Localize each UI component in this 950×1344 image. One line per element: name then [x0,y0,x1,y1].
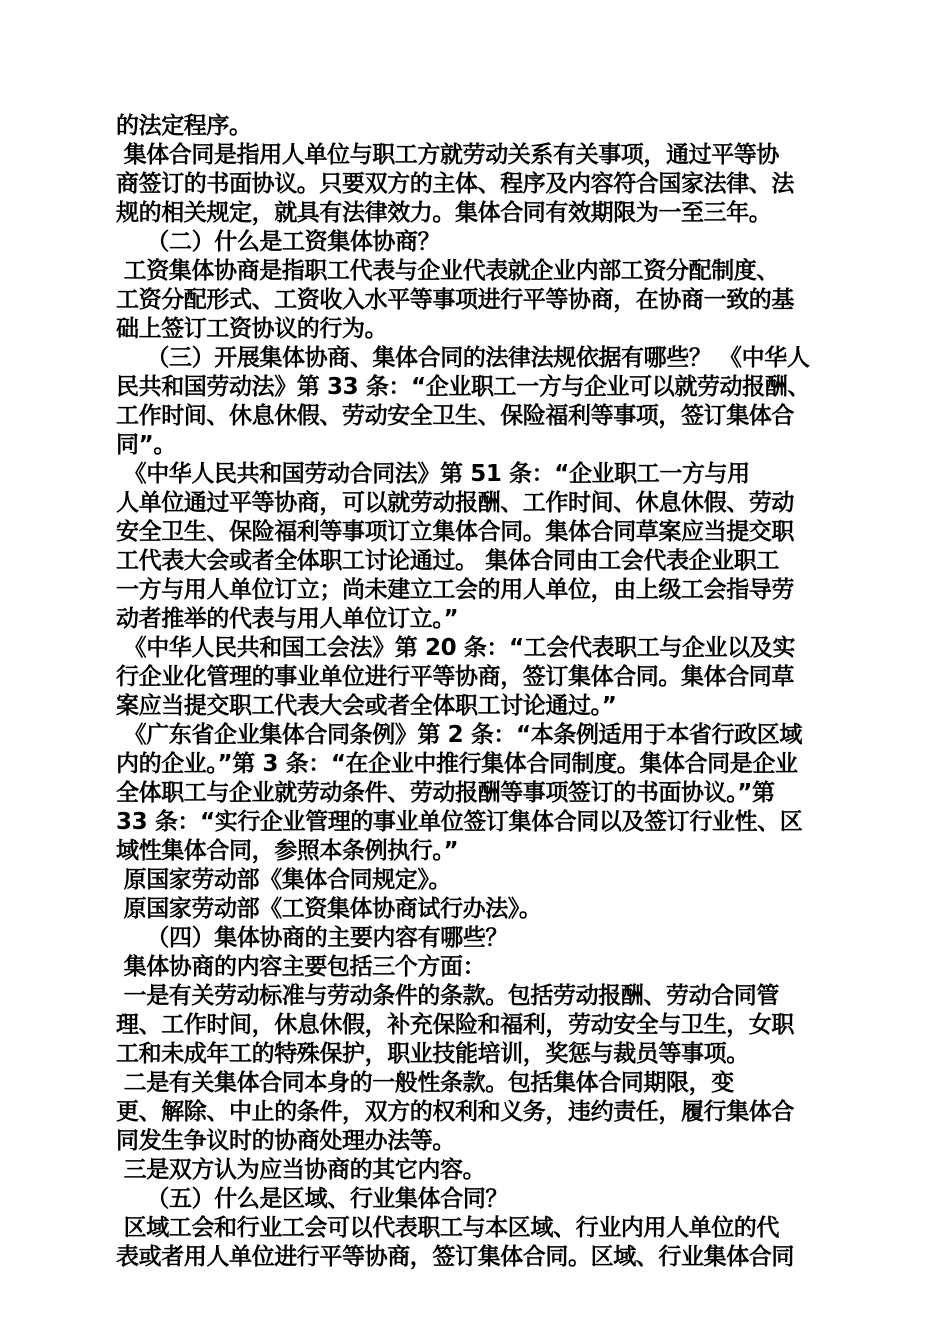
text-line: 案应当提交职工代表大会或者全体职工讨论通过。” [116,693,617,719]
text-line: 工代表大会或者全体职工讨论通过。 集体合同由工会代表企业职工 [116,548,780,574]
section-heading: （四）集体协商的主要内容有哪些？ [116,925,509,951]
text-line: 工资集体协商是指职工代表与企业代表就企业内部工资分配制度、 [116,258,780,284]
text-line: 《广东省企业集体合同条例》第 2 条：“本条例适用于本省行政区域 [116,722,802,748]
text-line: 原国家劳动部《工资集体协商试行办法》。 [116,896,542,922]
section-heading: （五）什么是区域、行业集体合同？ [116,1186,509,1212]
section-heading: （二）什么是工资集体协商？ [116,229,441,255]
text-line: 规的相关规定，就具有法律效力。集体合同有效期限为一至三年。 [116,200,772,226]
text-line: 理、工作时间，休息休假，补充保险和福利，劳动安全与卫生，女职 [116,1012,795,1038]
text-line: 33 条：“实行企业管理的事业单位签订集体合同以及签订行业性、区 [116,809,803,835]
text-line: 内的企业。”第 3 条：“在企业中推行集体合同制度。集体合同是企业 [116,751,798,777]
section-heading: （三）开展集体协商、集体合同的法律法规依据有哪些？ 《中华人 [116,345,810,371]
text-line: 表或者用人单位进行平等协商，签订集体合同。区域、行业集体合同 [116,1244,795,1270]
text-line: 二是有关集体合同本身的一般性条款。包括集体合同期限，变 [116,1070,734,1096]
text-line: 动者推举的代表与用人单位订立。” [116,606,459,632]
text-line: 同”。 [116,432,176,458]
text-line: 安全卫生、保险福利等事项订立集体合同。集体合同草案应当提交职 [116,519,795,545]
text-line: 一方与用人单位订立；尚未建立工会的用人单位，由上级工会指导劳 [116,577,795,603]
text-line: 同发生争议时的协商处理办法等。 [116,1128,456,1154]
text-line: 域性集体合同，参照本条例执行。” [116,838,459,864]
text-line: 全体职工与企业就劳动条件、劳动报酬等事项签订的书面协议。”第 [116,780,775,806]
document-body [116,112,838,1272]
text-line: 《中华人民共和国劳动合同法》第 51 条：“企业职工一方与用 [116,461,750,487]
text-line: 的法定程序。 [116,113,252,139]
text-line: 商签订的书面协议。只要双方的主体、程序及内容符合国家法律、法 [116,171,795,197]
text-line: 集体协商的内容主要包括三个方面： [116,954,486,980]
text-line: 行企业化管理的事业单位进行平等协商，签订集体合同。集体合同草 [116,664,795,690]
text-line: 集体合同是指用人单位与职工方就劳动关系有关事项，通过平等协 [116,142,780,168]
text-line: 工和未成年工的特殊保护，职业技能培训，奖惩与裁员等事项。 [116,1041,749,1067]
text-line: 人单位通过平等协商，可以就劳动报酬、工作时间、休息休假、劳动 [116,490,795,516]
text-line: 更、解除、中止的条件，双方的权利和义务，违约责任，履行集体合 [116,1099,795,1125]
text-line: 民共和国劳动法》第 33 条：“企业职工一方与企业可以就劳动报酬、 [116,374,810,400]
text-line: 础上签订工资协议的行为。 [116,316,388,342]
text-line: 工作时间、休息休假、劳动安全卫生、保险福利等事项，签订集体合 [116,403,795,429]
text-line: 《中华人民共和国工会法》第 20 条：“工会代表职工与企业以及实 [116,635,795,661]
text-line: 三是双方认为应当协商的其它内容。 [116,1157,486,1183]
text-line: 区域工会和行业工会可以代表职工与本区域、行业内用人单位的代 [116,1215,780,1241]
text-line: 原国家劳动部《集体合同规定》。 [116,867,452,893]
text-line: 一是有关劳动标准与劳动条件的条款。包括劳动报酬、劳动合同管 [116,983,780,1009]
text-line: 工资分配形式、工资收入水平等事项进行平等协商，在协商一致的基 [116,287,795,313]
